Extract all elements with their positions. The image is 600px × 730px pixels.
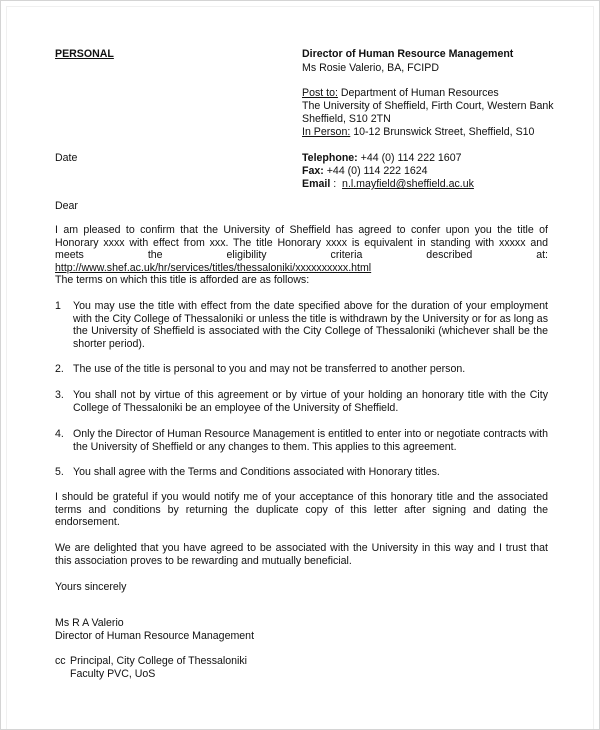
- cc-recipient: Faculty PVC, UoS: [70, 668, 156, 680]
- term-text: You shall not by virtue of this agreement or by virtue of your holding an honorary title with the City College of Thessaloniki be an employee of the University of Sheffield.: [73, 389, 548, 414]
- email-label: Email: [302, 178, 331, 190]
- sender-title: Director of Human Resource Management: [302, 48, 514, 60]
- telephone-label: Telephone:: [302, 152, 358, 164]
- post-to-value: Department of Human Resources: [337, 87, 499, 99]
- terms-intro: The terms on which this title is afforded are as follows:: [55, 274, 310, 286]
- acceptance-paragraph: I should be grateful if you would notify me of your acceptance of this honorary title and the associated terms and conditions by returning the duplicate copy of this letter after signing and dating the endorsement.: [55, 491, 548, 529]
- term-number: 4.: [55, 428, 64, 440]
- signatory-title: Director of Human Resource Management: [55, 630, 255, 642]
- address-line-2: Sheffield, S10 2TN: [302, 113, 391, 125]
- fax-value: +44 (0) 114 222 1624: [323, 165, 428, 177]
- post-to-line: [302, 87, 499, 100]
- email-link[interactable]: n.l.mayfield@sheffield.ac.uk: [342, 178, 474, 190]
- telephone-value: +44 (0) 114 222 1607: [357, 152, 462, 164]
- term-text: Only the Director of Human Resource Management is entitled to enter into or negotiate contracts with the University of Sheffield or any changes to them. This applies to this agreement.: [73, 428, 548, 453]
- email-line: [302, 178, 474, 191]
- post-to-label: Post to:: [302, 87, 338, 99]
- term-number: 1: [55, 300, 61, 312]
- term-text: The use of the title is personal to you and may not be transferred to another person.: [73, 363, 466, 375]
- fax-line: [302, 165, 428, 178]
- cc-label: cc: [55, 655, 66, 667]
- fax-label: Fax:: [302, 165, 324, 177]
- address-line-1: The University of Sheffield, Firth Court, Western Bank: [302, 100, 554, 112]
- term-number: 2.: [55, 363, 64, 375]
- intro-paragraph: [55, 224, 548, 274]
- sender-name: Ms Rosie Valerio, BA, FCIPD: [302, 62, 439, 74]
- salutation: Dear: [55, 200, 78, 212]
- term-number: 3.: [55, 389, 64, 401]
- telephone-line: [302, 152, 461, 165]
- term-text: You may use the title with effect from the date specified above for the duration of your employment with the City College of Thessaloniki or unless the title is withdrawn by the University or for as long as the University of Sheffield is associated with the City College of Thessaloniki (whichever shall be the shorter period).: [73, 300, 548, 350]
- term-number: 5.: [55, 466, 64, 478]
- signatory-name: Ms R A Valerio: [55, 617, 124, 629]
- in-person-label: In Person:: [302, 126, 351, 138]
- intro-text: I am pleased to confirm that the University of Sheffield has agreed to confer upon you the title of Honorary xxxx with effect from xxx. The title Honorary xxxx is equivalent in standing with xxxxx and meets the eligibility criteria described at:: [55, 224, 548, 262]
- eligibility-link[interactable]: http://www.shef.ac.uk/hr/services/titles/thessaloniki/xxxxxxxxxx.html: [55, 261, 372, 274]
- in-person-value: 10-12 Brunswick Street, Sheffield, S10: [350, 126, 535, 138]
- classification-label: PERSONAL: [55, 48, 114, 60]
- sign-off: Yours sincerely: [55, 581, 127, 593]
- term-text: You shall agree with the Terms and Conditions associated with Honorary titles.: [73, 466, 440, 478]
- in-person-line: [302, 126, 534, 139]
- email-separator: :: [330, 178, 343, 190]
- date-label: Date: [55, 152, 78, 164]
- cc-recipient: Principal, City College of Thessaloniki: [70, 655, 248, 667]
- closing-paragraph: We are delighted that you have agreed to be associated with the University in this way and I trust that this association proves to be rewarding and mutually beneficial.: [55, 542, 548, 567]
